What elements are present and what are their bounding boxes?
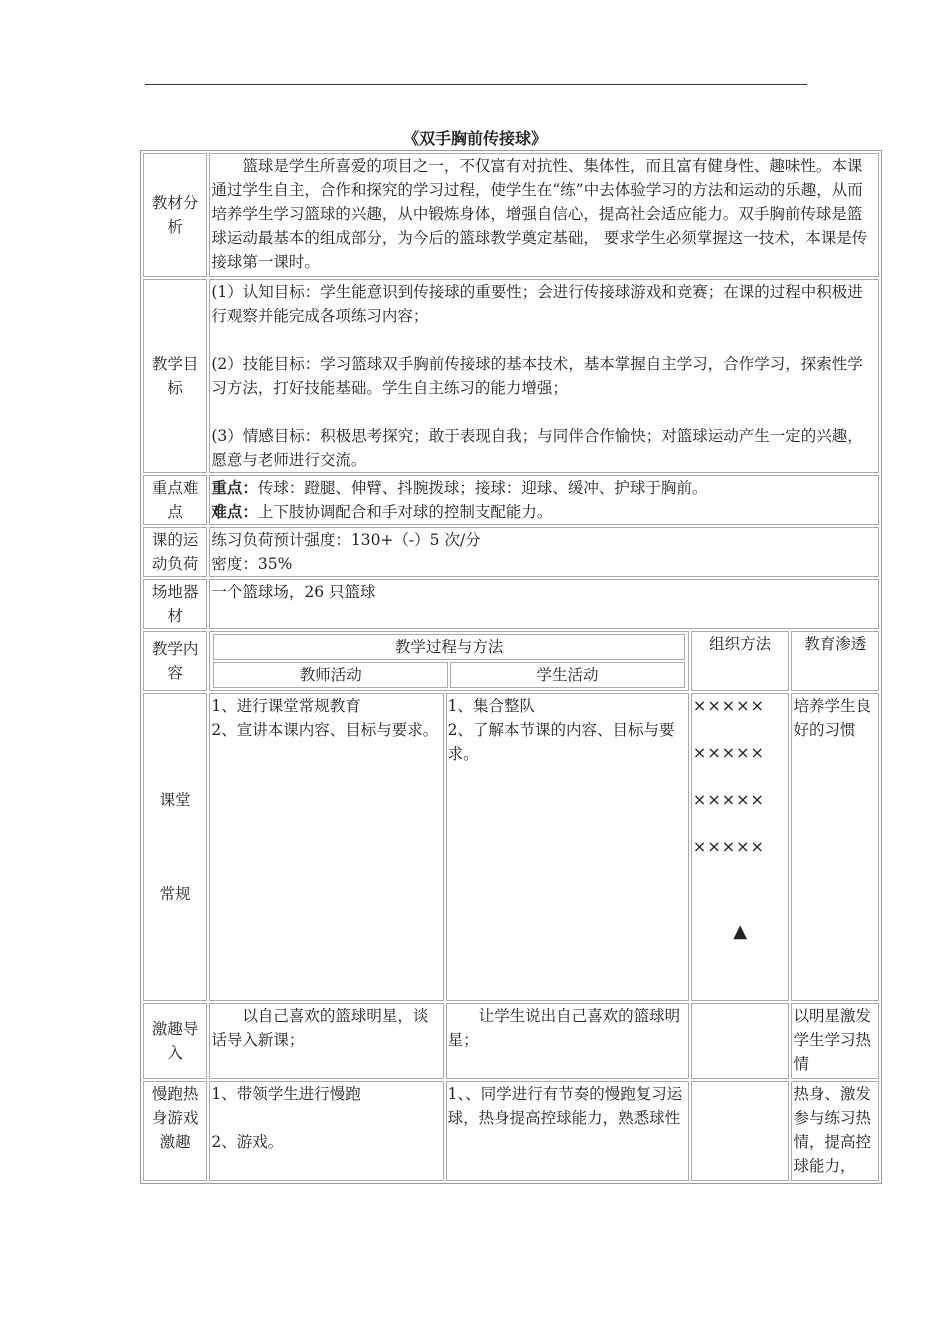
document-title: 《双手胸前传接球》 <box>402 129 547 148</box>
key-text: 传球：蹬腿、伸臂、抖腕拨球；接球：迎球、缓冲、护球于胸前。 <box>257 479 708 497</box>
warmup-teacher <box>209 1081 443 1181</box>
routine-student-2: 2、了解本节课的内容、目标与要求。 <box>447 721 675 763</box>
routine-label-2: 常规 <box>159 885 191 903</box>
goals-cell <box>209 279 879 473</box>
row-warmup <box>143 1081 879 1181</box>
difficulty-label: 难点： <box>211 502 258 521</box>
routine-teacher <box>209 693 443 1001</box>
goal-cognitive: (1）认知目标：学生能意识到传接球的重要性；会进行传接球游戏和竞赛；在课的过程中积极进行观察并能完成各项练习内容； <box>211 283 863 325</box>
warmup-org <box>691 1081 790 1181</box>
formation-cell <box>691 693 790 1001</box>
label-venue: 场地器材 <box>143 579 207 629</box>
formation-row: ××××× <box>692 837 765 856</box>
warmup-teacher-1: 1、带领学生进行慢跑 <box>211 1085 361 1103</box>
teacher-activity-header: 教师活动 <box>213 662 448 688</box>
routine-student-1: 1、集合整队 <box>447 697 535 715</box>
row-load <box>143 527 879 577</box>
routine-teacher-2: 2、宣讲本课内容、目标与要求。 <box>211 721 439 739</box>
row-process-header <box>143 631 879 691</box>
intro-org <box>691 1003 790 1079</box>
row-goals <box>143 279 879 473</box>
routine-edu: 培养学生良好的习惯 <box>791 693 879 1001</box>
label-goals: 教学目标 <box>143 279 207 473</box>
routine-student <box>446 693 689 1001</box>
row-material <box>143 153 879 277</box>
org-method-header: 组织方法 <box>691 631 790 691</box>
load-intensity: 练习负荷预计强度：130+（-）5 次/分 <box>211 531 481 549</box>
intro-edu: 以明星激发学生学习热情 <box>791 1003 879 1079</box>
key-label: 重点： <box>211 478 258 497</box>
warmup-student: 1、、同学进行有节奏的慢跑复习运球，热身提高控球能力，熟悉球性 <box>446 1081 689 1181</box>
material-analysis-text: 篮球是学生所喜爱的项目之一，不仅富有对抗性、集体性，而且富有健身性、趣味性。本课通过学生自主，合作和探究的学习过程，使学生在“练”中去体验学习的方法和运动的乐趣，从而培养学生学习篮球的兴趣，从中锻炼身体，增强自信心，提高社会适应能力。双手胸前传球是篮球运动最基本的组成部分，为今后的篮球教学奠定基础， 要求学生必须掌握这一技术，本课是传接球第一课时。 <box>209 153 879 277</box>
label-material: 教材分析 <box>143 153 207 277</box>
load-cell <box>209 527 879 577</box>
lesson-plan-table <box>140 150 882 1184</box>
label-warmup: 慢跑热身游戏激趣 <box>143 1081 207 1181</box>
label-content: 教学内容 <box>143 631 207 691</box>
formation-row: ××××× <box>692 743 765 762</box>
intro-student: 让学生说出自己喜欢的篮球明星； <box>446 1003 689 1079</box>
edu-header: 教育渗透 <box>791 631 879 691</box>
header-rule <box>145 84 807 85</box>
row-routine <box>143 693 879 1001</box>
label-load: 课的运动负荷 <box>143 527 207 577</box>
warmup-teacher-2: 2、游戏。 <box>211 1133 284 1151</box>
routine-teacher-1: 1、进行课堂常规教育 <box>211 697 361 715</box>
process-header-cell <box>209 631 689 691</box>
label-intro: 激趣导入 <box>143 1003 207 1079</box>
formation-row: ××××× <box>692 696 765 715</box>
difficulty-text: 上下肢协调配合和手对球的控制支配能力。 <box>257 503 553 521</box>
goal-skill: (2）技能目标：学习篮球双手胸前传接球的基本技术，基本掌握自主学习，合作学习，探索性学习方法，打好技能基础。学生自主练习的能力增强； <box>211 355 863 397</box>
warmup-edu: 热身、激发参与练习热情，提高控球能力， <box>791 1081 879 1181</box>
row-keypoints <box>143 475 879 525</box>
teacher-position-icon: ▲ <box>733 921 748 942</box>
process-header: 教学过程与方法 <box>213 634 685 660</box>
label-routine <box>143 693 207 1001</box>
intro-teacher: 以自己喜欢的篮球明星，谈话导入新课； <box>209 1003 443 1079</box>
row-venue <box>143 579 879 629</box>
row-intro <box>143 1003 879 1079</box>
venue-text: 一个篮球场，26 只篮球 <box>209 579 879 629</box>
load-density: 密度：35% <box>211 555 293 573</box>
student-activity-header: 学生活动 <box>450 662 685 688</box>
routine-label-1: 课堂 <box>159 791 191 809</box>
goal-emotion: (3）情感目标：积极思考探究；敢于表现自我；与同伴合作愉快；对篮球运动产生一定的兴趣，愿意与老师进行交流。 <box>211 427 863 469</box>
formation-row: ××××× <box>692 790 765 809</box>
keypoints-cell <box>209 475 879 525</box>
label-keypoints: 重点难点 <box>143 475 207 525</box>
